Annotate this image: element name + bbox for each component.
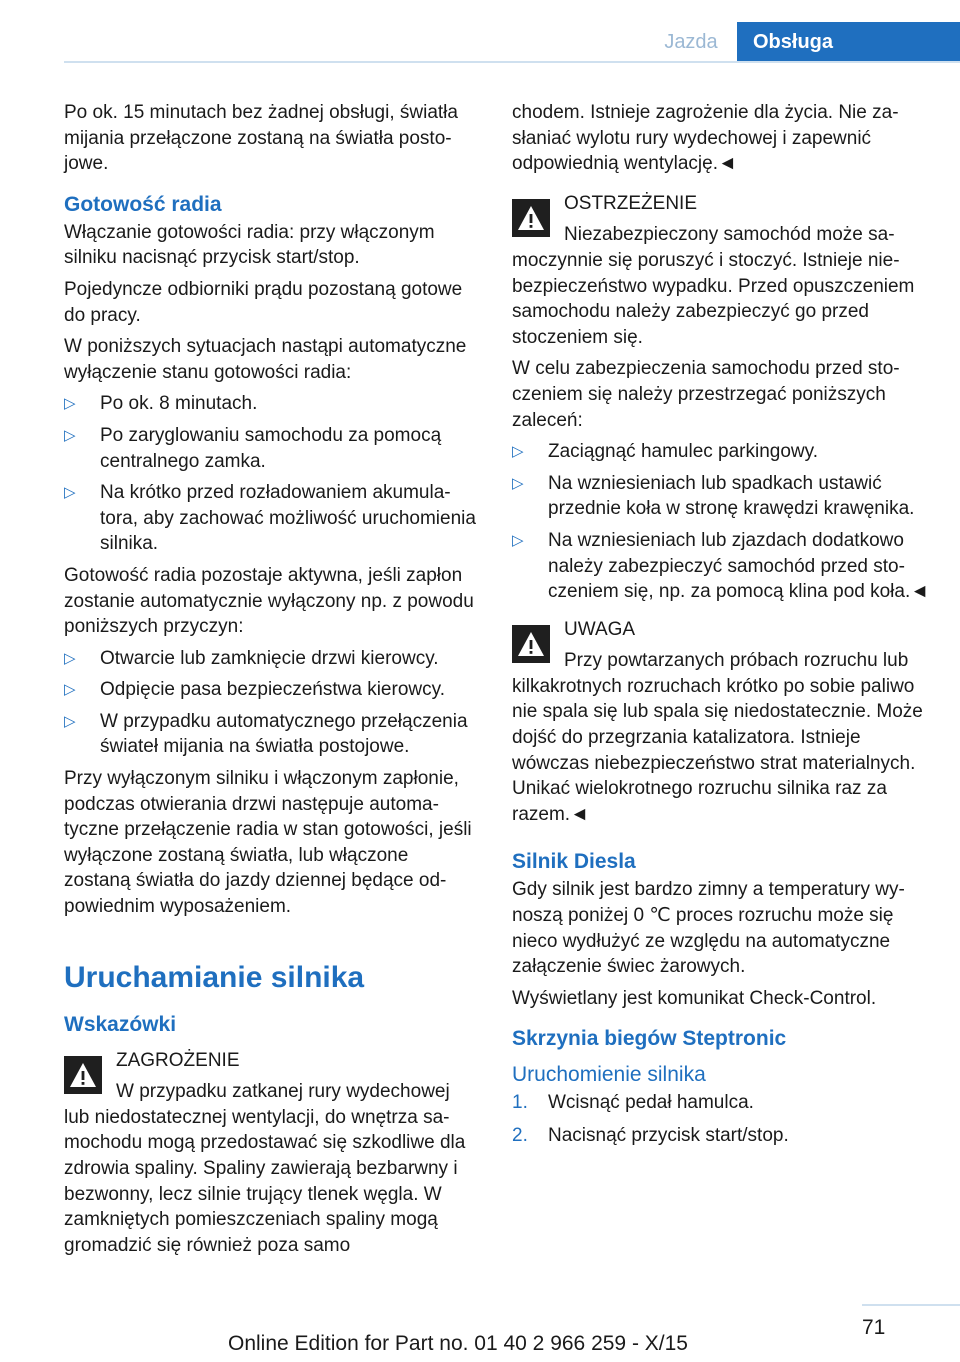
paragraph: Gotowość radia pozostaje aktywna, jeśli zapłon zostanie automatycznie wyłączony np. z powodu poniższych przyczyn: — [64, 564, 474, 638]
page-number: 71 — [862, 1316, 886, 1339]
numbered-steps — [512, 1090, 930, 1148]
list-item: ▷ Na wzniesieniach lub zjazdach dodatkowo należy zabezpieczyć samochód przed stoczeniem się, np. za pomocą klina pod koła.◄ — [512, 529, 930, 603]
triangle-right-icon: ▷ — [64, 649, 76, 667]
header-tab-obsluga[interactable]: Obsługa — [737, 22, 960, 62]
triangle-right-icon: ▷ — [512, 531, 524, 549]
heading-steptronic: Skrzynia biegów Steptronic — [512, 1027, 787, 1051]
list-item: ▷ Na krótko przed rozładowaniem akumulatora, aby zachować możliwość uruchomienia silnika. — [64, 482, 476, 555]
triangle-right-icon: ▷ — [64, 395, 76, 413]
triangle-right-icon: ▷ — [64, 426, 76, 444]
step-text: Nacisnąć przycisk start/stop. — [548, 1125, 789, 1146]
paragraph: W celu zabezpieczenia samochodu przed stoczeniem się należy przestrzegać poniższych zaleceń: — [512, 358, 900, 431]
paragraph: Pojedyncze odbiorniki prądu pozostaną gotowe do pracy. — [64, 278, 463, 326]
list-item: ▷ Po zaryglowaniu samochodu za pomocą centralnego zamka. — [64, 424, 442, 472]
notice-title: UWAGA — [564, 618, 636, 640]
paragraph: chodem. Istnieje zagrożenie dla życia. Nie zasłaniać wylotu rury wydechowej i zapewnić odpowiednią wentylację.◄ — [512, 102, 899, 175]
warning-triangle-icon — [512, 199, 550, 237]
triangle-right-icon: ▷ — [64, 712, 76, 730]
paragraph: Gdy silnik jest bardzo zimny a temperatury wynoszą poniżej 0 ℃ proces rozruchu może się nieco wydłużyć ze względu na automatyczne załączenie świec żarowych. — [512, 879, 905, 978]
notice-body: Przy powtarzanych próbach rozruchu lub kilkakrotnych rozruchach krótko po sobie paliwo nie spala się lub spala się niedostatecznie. Może dojść do przegrzania katalizatora. Istnieje wówczas niebezpieczeństwo strat materialnych. Unikać wielokrotnego rozruchu silnika raz za razem.◄ — [512, 650, 923, 825]
step-number: 2. — [512, 1125, 528, 1146]
warning-triangle-icon — [64, 1056, 102, 1094]
heading-notes: Wskazówki — [64, 1012, 177, 1036]
bullet-list — [64, 646, 480, 760]
paragraph: Przy wyłączonym silniku i włączonym zapłonie, podczas otwierania drzwi następuje automatyczne przełączenie radia w stan gotowości, jeśli wyłączone zostaną światła, lub włączone zostaną światła do jazdy dziennej będące odpowiednim wyposażeniem. — [64, 768, 472, 918]
subheading-engine-start: Uruchomienie silnika — [512, 1063, 706, 1087]
notice-body: Niezabezpieczony samochód może samoczynnie się poruszyć i stoczyć. Istnieje niebezpieczeństwo wypadku. Przed opuszczeniem samochodu należy zabezpieczyć go przed stoczeniem się. — [512, 224, 915, 348]
bullet-list — [64, 391, 480, 557]
section-title-engine-start: Uruchamianie silnika — [64, 960, 365, 994]
edition-footer: Online Edition for Part no. 01 40 2 966 259 - X/15 — [228, 1332, 688, 1355]
caution-notice — [512, 617, 930, 828]
heading-diesel: Silnik Diesla — [512, 850, 636, 874]
triangle-right-icon: ▷ — [512, 443, 524, 461]
notice-title: OSTRZEŻENIE — [564, 192, 698, 214]
step-item — [512, 1123, 930, 1149]
step-text: Wcisnąć pedał hamulca. — [548, 1092, 754, 1114]
list-item: ▷ Otwarcie lub zamknięcie drzwi kierowcy. — [64, 646, 480, 672]
list-item: ▷ Na wzniesieniach lub spadkach ustawić przednie koła w stronę krawędzi krawęnika. — [512, 472, 915, 520]
notice-body: W przypadku zatkanej rury wydechowej lub niedostatecznej wentylacji, do wnętrza samochodu mogą przedostawać się szkodliwe dla zdrowia spaliny. Spaliny zawierają bezbarwny i bezwonny, lecz silnie trujący tlenek węgla. W zamkniętych pomieszczeniach spaliny mogą gromadzić się również poza samo — [64, 1081, 466, 1256]
list-item: ▷ Odpięcie pasa bezpieczeństwa kierowcy. — [64, 677, 480, 703]
header-divider — [64, 61, 960, 63]
notice-title: ZAGROŻENIE — [116, 1049, 240, 1071]
footer-divider — [862, 1304, 960, 1306]
right-column — [512, 100, 930, 1156]
warning-triangle-icon — [512, 625, 550, 663]
left-column — [64, 100, 480, 1264]
list-item: ▷ Po ok. 8 minutach. — [64, 391, 480, 417]
list-item: ▷ Zaciągnąć hamulec parkingowy. — [512, 439, 930, 465]
header-tab-jazda[interactable]: Jazda — [664, 30, 718, 53]
paragraph: Po ok. 15 minutach bez żadnej obsługi, światła mijania przełączone zostaną na światła postojowe. — [64, 102, 458, 175]
step-item — [512, 1090, 930, 1116]
triangle-right-icon: ▷ — [64, 681, 76, 699]
paragraph: Wyświetlany jest komunikat Check-Control. — [512, 987, 877, 1009]
danger-notice — [64, 1048, 480, 1259]
list-item: ▷ W przypadku automatycznego przełączenia świateł mijania na światła postojowe. — [64, 710, 468, 758]
step-number: 1. — [512, 1092, 528, 1114]
triangle-right-icon: ▷ — [512, 474, 524, 492]
bullet-list — [512, 439, 930, 605]
heading-radio-readiness: Gotowość radia — [64, 192, 222, 216]
page-header — [0, 0, 960, 62]
paragraph: W poniższych sytuacjach nastąpi automatyczne wyłączenie stanu gotowości radia: — [64, 336, 467, 383]
paragraph: Włączanie gotowości radia: przy włączonym silniku nacisnąć przycisk start/stop. — [64, 221, 435, 269]
warning-notice — [512, 191, 930, 351]
triangle-right-icon: ▷ — [64, 484, 76, 502]
